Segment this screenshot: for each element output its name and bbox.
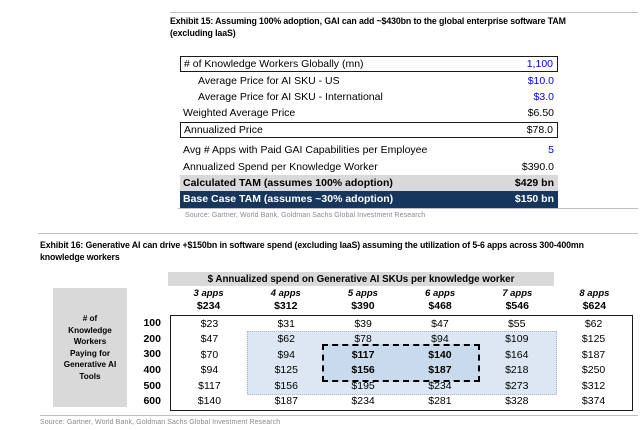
table-row-price-intl — [180, 89, 558, 105]
matrix-col-prices — [170, 300, 633, 312]
matrix-cell: $140 — [197, 395, 222, 408]
col-price: $390 — [351, 300, 375, 312]
exhibit16-title-line1: Exhibit 16: Generative AI can drive +$150bn in software spend (excluding IaaS) assuming the utilization of 5-6 apps across 300-400mn — [40, 240, 584, 250]
col-header-5apps: 5 apps — [347, 288, 378, 299]
matrix-cell: $187 — [581, 348, 606, 361]
row-value: $150 bn — [514, 193, 554, 206]
matrix-cell-emphasized: $140 — [428, 348, 452, 361]
matrix-cell: $187 — [274, 395, 298, 408]
row-label: Average Price for AI SKU - International — [198, 90, 383, 103]
tam-row-calculated — [180, 175, 558, 191]
matrix-cell: $234 — [351, 395, 375, 408]
matrix-cell: $273 — [505, 379, 529, 392]
matrix-cell: $109 — [505, 333, 529, 346]
matrix-cell: $218 — [505, 364, 529, 377]
matrix-cell: $117 — [198, 379, 221, 392]
label-block-line: # of — [82, 314, 98, 323]
col-price: $624 — [582, 300, 607, 312]
exhibit16-bottom-rule — [40, 415, 638, 416]
label-block-line: Tools — [79, 371, 101, 381]
col-price: $546 — [505, 300, 529, 312]
row-label-500: 500 — [143, 379, 161, 392]
section-divider-rule — [38, 233, 638, 234]
col-header-4apps: 4 apps — [270, 288, 301, 299]
row-label-200: 200 — [143, 332, 161, 345]
tam-row-base-case — [180, 191, 558, 207]
matrix-cell-emphasized: $156 — [351, 364, 375, 377]
matrix-header-label: $ Annualized spend on Generative AI SKUs per knowledge worker — [207, 273, 515, 285]
matrix-cell: $94 — [200, 364, 219, 377]
matrix-cell: $62 — [277, 333, 295, 346]
matrix-cells — [171, 316, 632, 410]
col-header-7apps: 7 apps — [502, 288, 533, 299]
label-block-line: Workers — [73, 337, 107, 346]
matrix-cell: $234 — [428, 379, 452, 392]
matrix-col-headers — [170, 288, 633, 299]
row-label-400: 400 — [143, 363, 161, 376]
exhibit15-table — [180, 56, 558, 208]
matrix-cell: $39 — [354, 317, 372, 330]
matrix-cell-emphasized: $117 — [351, 348, 375, 361]
row-label: Calculated TAM (assumes 100% adoption) — [183, 176, 393, 189]
knowledge-workers-label-block — [53, 288, 127, 407]
matrix-row-labels — [130, 315, 164, 409]
matrix-cell: $23 — [200, 317, 219, 330]
row-label-100: 100 — [143, 316, 161, 329]
table-row-price-us — [180, 72, 558, 88]
exhibit15-title-line1: Exhibit 15: Assuming 100% adoption, GAI can add ~$430bn to the global enterprise software TAM — [170, 16, 566, 26]
exhibit16-title-line2: knowledge workers — [40, 251, 120, 262]
top-rule — [170, 12, 638, 13]
label-block-line: Generative AI — [63, 360, 117, 369]
row-value: $10.0 — [527, 74, 554, 87]
row-label: Avg # Apps with Paid GAI Capabilities per Employee — [183, 144, 428, 157]
exhibit16-source: Source: Gartner, World Bank, Goldman Sachs Global Investment Research — [40, 419, 281, 426]
table-row-knowledge-workers — [180, 56, 558, 72]
table-row-avg-apps — [180, 142, 558, 158]
matrix-cell: $70 — [200, 348, 219, 361]
row-value: 1,100 — [526, 58, 553, 71]
col-header-8apps: 8 apps — [579, 288, 610, 299]
matrix-cell: $156 — [274, 379, 298, 392]
matrix-cell: $374 — [581, 395, 606, 408]
col-price: $312 — [274, 300, 298, 312]
exhibit15-title — [170, 16, 566, 39]
row-label-300: 300 — [143, 348, 161, 361]
exhibit15-bottom-rule — [178, 208, 638, 209]
matrix-cell: $94 — [277, 348, 295, 361]
matrix-cell: $55 — [507, 317, 526, 330]
table-row-annualized-spend — [180, 158, 558, 174]
table-row-weighted-avg — [180, 105, 558, 121]
row-label: Base Case TAM (assumes ~30% adoption) — [183, 193, 394, 206]
col-header-6apps: 6 apps — [425, 288, 456, 299]
matrix-cell: $125 — [274, 364, 298, 377]
row-value: $6.50 — [527, 107, 554, 120]
matrix-cell: $195 — [351, 379, 375, 392]
matrix-cell: $250 — [581, 364, 606, 377]
matrix-cell: $125 — [581, 333, 606, 346]
exhibit15-title-line2: (excluding IaaS) — [170, 27, 236, 38]
matrix-cell: $47 — [431, 317, 449, 330]
table-row-annualized-price — [180, 122, 558, 138]
row-value: $390.0 — [521, 160, 554, 173]
row-value: $429 bn — [514, 176, 554, 189]
label-block-line: Paying for — [69, 348, 111, 358]
matrix-cell: $31 — [277, 317, 295, 330]
row-label: # of Knowledge Workers Globally (mn) — [184, 58, 364, 71]
matrix-cell: $62 — [584, 317, 603, 330]
col-header-3apps: 3 apps — [193, 288, 224, 299]
row-label: Weighted Average Price — [183, 107, 296, 120]
matrix-cell-emphasized: $187 — [428, 364, 452, 377]
row-label: Annualized Price — [184, 123, 263, 136]
row-label: Average Price for AI SKU - US — [198, 74, 340, 87]
row-label: Annualized Spend per Knowledge Worker — [183, 160, 378, 173]
col-price: $234 — [196, 300, 221, 312]
label-block-line: Knowledge — [68, 325, 112, 335]
matrix-cell: $164 — [505, 348, 529, 361]
matrix-cell: $281 — [428, 395, 452, 408]
matrix-cell: $312 — [581, 379, 606, 392]
matrix-data-box — [170, 315, 633, 411]
matrix-cell: $94 — [431, 333, 449, 346]
row-label-600: 600 — [143, 395, 161, 408]
row-value: $3.0 — [533, 90, 554, 103]
matrix-cell: $47 — [200, 333, 219, 346]
exhibit15-source: Source: Gartner, World Bank, Goldman Sachs Global Investment Research — [185, 212, 426, 219]
matrix-header-bar — [168, 272, 554, 286]
exhibit16-title — [40, 240, 584, 263]
matrix-cell: $328 — [505, 395, 529, 408]
col-price: $468 — [428, 300, 452, 312]
matrix-cell: $78 — [354, 333, 372, 346]
row-value: $78.0 — [526, 123, 553, 136]
row-value: 5 — [548, 144, 554, 157]
